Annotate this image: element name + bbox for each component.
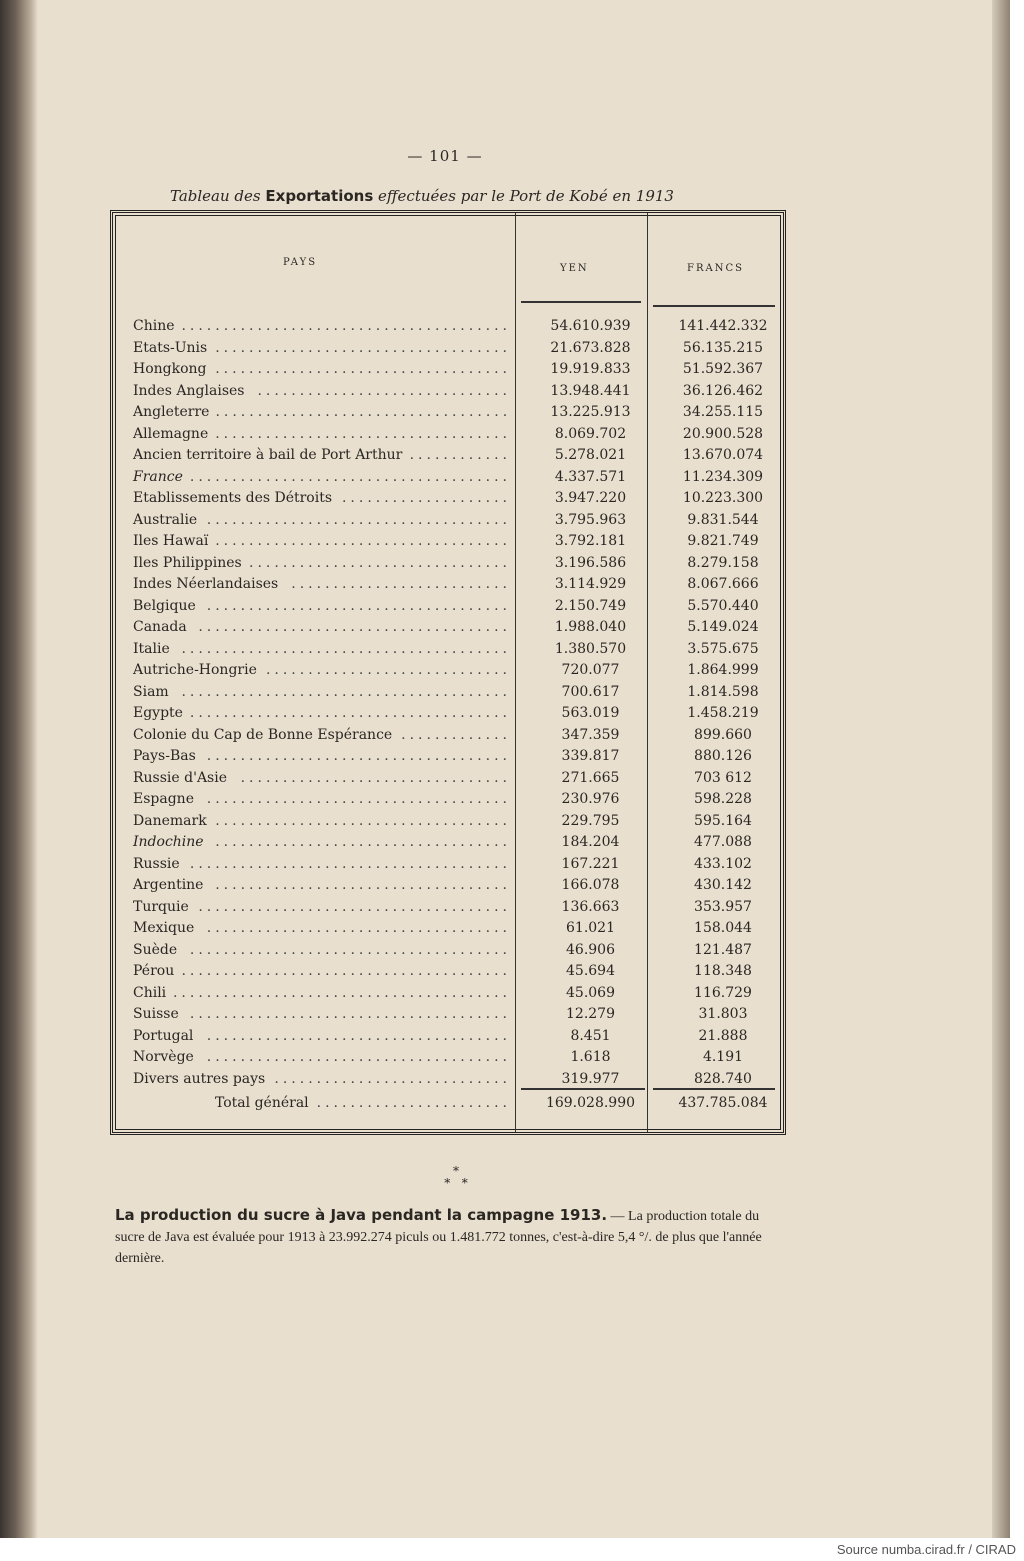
table-caption [170, 187, 674, 205]
value-yen: 61.021 [566, 920, 615, 936]
value-francs: 118.348 [694, 963, 752, 979]
book-binding [0, 0, 38, 1538]
country-cell [133, 617, 511, 638]
value-francs: 899.660 [694, 726, 752, 743]
country-cell [133, 553, 511, 574]
country-cell [133, 359, 511, 380]
value-francs: 121.487 [694, 941, 752, 958]
value-francs: 598.228 [694, 791, 752, 807]
total-rule [521, 1088, 645, 1090]
header-rule [653, 305, 775, 307]
leader-dots: ................................... [215, 877, 511, 893]
leader-dots: ................................... [215, 361, 511, 377]
value-francs: 1.458.219 [687, 705, 759, 721]
table-row [133, 574, 783, 595]
value-yen: 1.618 [570, 1049, 611, 1065]
source-credit: Source numba.cirad.fr / CIRAD [836, 1542, 1016, 1557]
country-name: Argentine [133, 877, 204, 893]
country-name: Divers autres pays [133, 1070, 266, 1087]
value-francs: 51.592.367 [682, 361, 764, 377]
value-francs: 116.729 [694, 984, 752, 1001]
value-yen: 720.077 [561, 662, 620, 678]
leader-dots: ..................................... [198, 619, 511, 635]
leader-dots: ................................... [215, 533, 511, 549]
table-row [133, 961, 783, 982]
country-cell [133, 811, 511, 832]
country-cell [133, 897, 511, 918]
country-name: Iles Philippines [133, 554, 242, 571]
value-francs: 5.149.024 [687, 619, 759, 635]
value-francs: 8.067.666 [687, 576, 759, 592]
leader-dots: ............................... [249, 554, 511, 571]
table-row [133, 832, 783, 853]
leader-dots: .................................... [206, 597, 511, 614]
country-cell [133, 983, 511, 1004]
table-row [133, 510, 783, 531]
leader-dots: ................................... [215, 425, 511, 442]
value-yen: 54.610.939 [550, 318, 631, 334]
country-cell [133, 854, 511, 875]
leader-dots: ...................................... [189, 468, 511, 485]
country-name: Indes Anglaises [133, 382, 245, 399]
country-cell [133, 1026, 511, 1047]
value-yen: 19.919.833 [550, 361, 631, 377]
country-name: Russie d'Asie [133, 769, 228, 786]
country-cell [133, 832, 511, 853]
value-francs: 9.831.544 [687, 511, 759, 528]
country-name: Turquie [133, 898, 189, 915]
country-name: Italie [133, 640, 170, 657]
sugar-paragraph [115, 1205, 785, 1269]
country-cell [133, 940, 511, 961]
table-row [133, 703, 783, 724]
country-cell [133, 467, 511, 488]
leader-dots: ................................... [215, 834, 511, 850]
value-francs: 158.044 [694, 920, 752, 936]
country-name: Autriche-Hongrie [133, 662, 257, 678]
leader-dots: .................... [341, 490, 511, 506]
table-row [133, 359, 783, 380]
value-yen: 13.225.913 [550, 404, 631, 420]
value-yen: 12.279 [566, 1006, 615, 1022]
total-yen: 169.028.990 [545, 1095, 636, 1111]
country-cell [133, 918, 511, 939]
country-name: Chili [133, 984, 167, 1001]
value-yen: 3.792.181 [554, 533, 627, 549]
value-francs: 13.670.074 [682, 447, 764, 463]
table-row [133, 1047, 783, 1068]
country-name: Indochine [133, 834, 204, 850]
value-yen: 46.906 [566, 941, 615, 958]
header-rule [521, 301, 641, 303]
value-yen: 3.196.586 [554, 554, 627, 571]
leader-dots: ...................................... [189, 855, 511, 872]
value-francs: 36.126.462 [682, 382, 764, 399]
country-name: Norvège [133, 1049, 194, 1065]
caption-bold: Exportations [265, 187, 374, 205]
value-francs: 56.135.215 [682, 339, 764, 356]
country-name: Pays-Bas [133, 748, 196, 764]
country-cell [133, 875, 511, 896]
value-yen: 229.795 [561, 812, 620, 829]
leader-dots: .................................... [206, 920, 511, 936]
country-cell [133, 510, 511, 531]
value-yen: 3.795.963 [554, 511, 627, 528]
caption-pre: Tableau des [170, 187, 266, 205]
value-yen: 8.451 [570, 1027, 611, 1044]
table-row [133, 768, 783, 789]
exports-table [110, 210, 786, 1135]
value-francs: 1.814.598 [687, 683, 759, 700]
page-edge [992, 0, 1010, 1538]
table-row [133, 445, 783, 466]
value-francs: 10.223.300 [682, 490, 764, 506]
table-row [133, 316, 783, 337]
table-row [133, 682, 783, 703]
caption-post: effectuées par le Port de Kobé en 1913 [373, 187, 674, 205]
country-cell [133, 768, 511, 789]
leader-dots: .................................... [206, 1049, 511, 1065]
table-row [133, 897, 783, 918]
leader-dots: ................................... [215, 812, 511, 829]
value-yen: 3.947.220 [554, 490, 627, 506]
leader-dots: ............ [409, 447, 511, 463]
table-row [133, 940, 783, 961]
table-row [133, 789, 783, 810]
total-label-cell [215, 1093, 511, 1114]
paragraph-title: La production du sucre à Java pendant la campagne 1913. [115, 1206, 608, 1224]
country-cell [133, 445, 511, 466]
leader-dots: ....................................... [181, 640, 511, 657]
country-name: Australie [133, 511, 198, 528]
value-francs: 9.821.749 [687, 533, 759, 549]
country-cell [133, 402, 511, 423]
value-yen: 2.150.749 [554, 597, 627, 614]
value-yen: 166.078 [561, 877, 620, 893]
value-yen: 4.337.571 [554, 468, 627, 485]
value-yen: 1.988.040 [554, 619, 627, 635]
country-cell [133, 660, 511, 681]
value-francs: 34.255.115 [682, 404, 764, 420]
value-yen: 184.204 [561, 834, 620, 850]
leader-dots: ....................................... [181, 963, 511, 979]
value-francs: 21.888 [698, 1027, 748, 1044]
value-yen: 13.948.441 [550, 382, 631, 399]
country-name: Belgique [133, 597, 196, 614]
leader-dots: ................................ [240, 769, 511, 786]
value-yen: 347.359 [561, 726, 620, 743]
table-row [133, 1026, 783, 1047]
value-francs: 31.803 [698, 1006, 748, 1022]
country-cell [133, 424, 511, 445]
country-cell [133, 1004, 511, 1025]
country-name: Mexique [133, 920, 195, 936]
country-cell [133, 381, 511, 402]
country-name: France [133, 468, 183, 485]
value-yen: 5.278.021 [554, 447, 627, 463]
leader-dots: ....................... [316, 1095, 511, 1111]
leader-dots: .................................... [206, 1027, 511, 1044]
country-cell [133, 725, 511, 746]
country-cell [133, 639, 511, 660]
country-name: Angleterre [133, 404, 210, 420]
country-name: Russie [133, 855, 180, 872]
table-row [133, 660, 783, 681]
value-yen: 339.817 [561, 748, 620, 764]
country-name: Iles Hawaï [133, 533, 209, 549]
value-yen: 21.673.828 [550, 339, 631, 356]
header-francs: FRANCS [687, 263, 744, 274]
country-name: Allemagne [133, 425, 209, 442]
country-name: Indes Néerlandaises [133, 576, 279, 592]
leader-dots: .......................... [291, 576, 511, 592]
country-name: Siam [133, 683, 169, 700]
country-name: Pérou [133, 963, 175, 979]
value-yen: 230.976 [561, 791, 620, 807]
table-row [133, 854, 783, 875]
country-cell [133, 596, 511, 617]
leader-dots: ............................ [274, 1070, 511, 1087]
value-francs: 433.102 [694, 855, 752, 872]
table-row [133, 811, 783, 832]
leader-dots: ...................................... [189, 705, 511, 721]
leader-dots: ............................. [265, 662, 511, 678]
country-cell [133, 703, 511, 724]
leader-dots: ................................... [215, 404, 511, 420]
value-yen: 271.665 [561, 769, 620, 786]
value-francs: 11.234.309 [682, 468, 764, 485]
country-name: Canada [133, 619, 187, 635]
table-row [133, 338, 783, 359]
table-row [133, 1069, 783, 1090]
total-label: Total général [215, 1095, 309, 1111]
value-yen: 136.663 [561, 898, 620, 915]
value-yen: 563.019 [561, 705, 620, 721]
table-row [133, 875, 783, 896]
country-name: Suède [133, 941, 178, 958]
leader-dots: .................................... [206, 791, 511, 807]
table-row [133, 918, 783, 939]
country-cell [133, 746, 511, 767]
leader-dots: ....................................... [181, 683, 511, 700]
table-row [133, 488, 783, 509]
value-francs: 353.957 [694, 898, 752, 915]
value-francs: 430.142 [694, 877, 752, 893]
value-francs: 880.126 [694, 748, 752, 764]
leader-dots: ..................................... [198, 898, 511, 915]
country-cell [133, 531, 511, 552]
country-name: Hongkong [133, 361, 207, 377]
value-francs: 828.740 [694, 1070, 752, 1087]
paragraph-body: — La production totale du sucre de Java est évaluée pour 1913 à 23.992.274 piculs ou 1.481.772 tonnes, c'est-à-dire 5,4 °/. de plus que l'année dernière. [115, 1209, 762, 1266]
table-row [133, 983, 783, 1004]
value-francs: 1.864.999 [687, 662, 759, 678]
leader-dots: ................................... [215, 339, 511, 356]
value-francs: 477.088 [694, 834, 752, 850]
value-yen: 167.221 [561, 855, 620, 872]
leader-dots: ...................................... [189, 1006, 511, 1022]
country-name: Egypte [133, 705, 183, 721]
leader-dots: ....................................... [181, 318, 511, 334]
country-name: Etablissements des Détroits [133, 490, 333, 506]
total-francs: 437.785.084 [678, 1095, 768, 1111]
country-name: Danemark [133, 812, 207, 829]
country-cell [133, 682, 511, 703]
value-francs: 3.575.675 [687, 640, 759, 657]
country-cell [133, 488, 511, 509]
value-yen: 3.114.929 [554, 576, 627, 592]
section-separator: * * * [444, 1164, 468, 1190]
leader-dots: ............. [401, 726, 511, 743]
leader-dots: .................................... [206, 511, 511, 528]
country-cell [133, 961, 511, 982]
value-francs: 703 612 [694, 769, 752, 786]
leader-dots: .................................... [206, 748, 511, 764]
value-francs: 4.191 [702, 1049, 744, 1065]
total-row [133, 1093, 783, 1114]
value-yen: 700.617 [561, 683, 620, 700]
table-row [133, 553, 783, 574]
value-yen: 8.069.702 [554, 425, 627, 442]
table-row [133, 467, 783, 488]
value-yen: 1.380.570 [554, 640, 627, 657]
table-row [133, 531, 783, 552]
value-francs: 5.570.440 [687, 597, 759, 614]
table-row [133, 1004, 783, 1025]
country-name: Colonie du Cap de Bonne Espérance [133, 726, 393, 743]
country-cell [133, 1069, 511, 1090]
country-cell [133, 316, 511, 337]
value-francs: 8.279.158 [687, 554, 759, 571]
total-rule [653, 1088, 775, 1090]
table-row [133, 596, 783, 617]
table-row [133, 746, 783, 767]
country-name: Espagne [133, 791, 194, 807]
leader-dots: ........................................ [172, 984, 511, 1001]
table-row [133, 381, 783, 402]
table-row [133, 617, 783, 638]
country-name: Ancien territoire à bail de Port Arthur [133, 447, 403, 463]
page-number: — 101 — [407, 147, 483, 165]
country-cell [133, 789, 511, 810]
country-cell [133, 1047, 511, 1068]
value-yen: 319.977 [561, 1070, 620, 1087]
country-cell [133, 574, 511, 595]
leader-dots: .............................. [257, 382, 511, 399]
value-francs: 141.442.332 [678, 318, 768, 334]
table-row [133, 424, 783, 445]
value-yen: 45.069 [566, 984, 615, 1001]
table-row [133, 402, 783, 423]
country-cell [133, 338, 511, 359]
country-name: Portugal [133, 1027, 194, 1044]
country-name: Etats-Unis [133, 339, 208, 356]
country-name: Suisse [133, 1006, 179, 1022]
value-francs: 20.900.528 [682, 425, 764, 442]
table-row [133, 639, 783, 660]
leader-dots: ...................................... [189, 941, 511, 958]
table-row [133, 725, 783, 746]
header-pays: PAYS [283, 257, 318, 268]
country-name: Chine [133, 318, 175, 334]
value-francs: 595.164 [694, 812, 752, 829]
header-yen: YEN [560, 263, 589, 274]
value-yen: 45.694 [566, 963, 615, 979]
